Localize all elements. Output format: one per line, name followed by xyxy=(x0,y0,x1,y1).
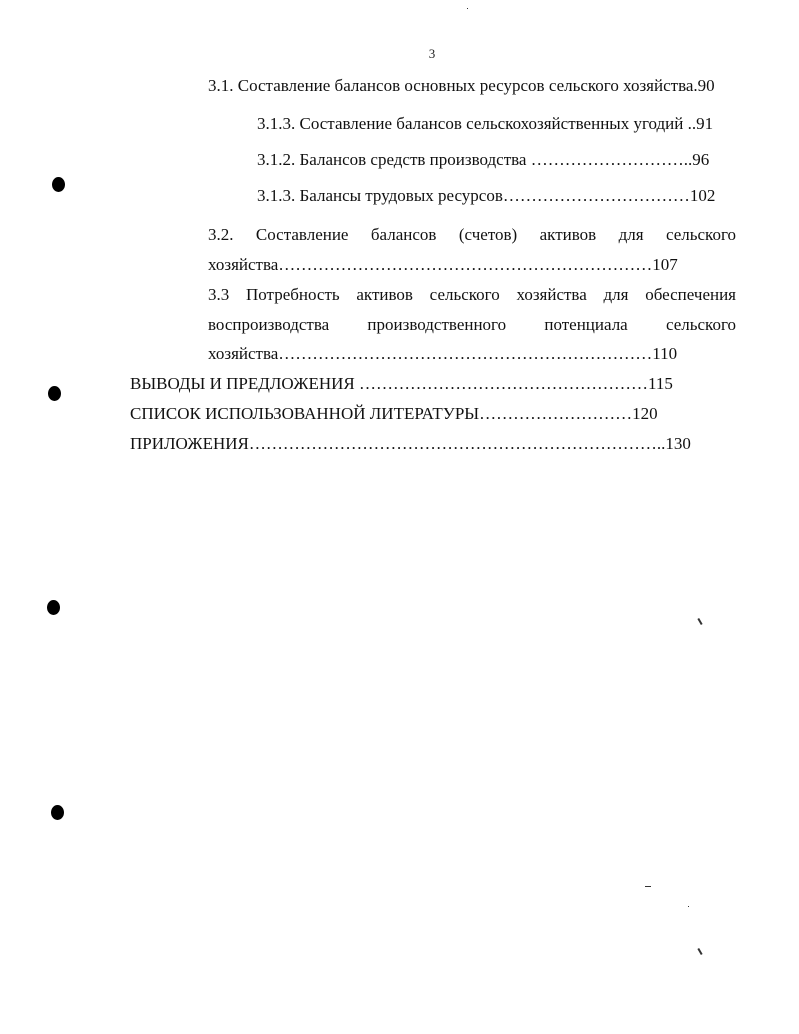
scan-speck-2 xyxy=(697,948,702,955)
toc-entry-references: СПИСОК ИСПОЛЬЗОВАННОЙ ЛИТЕРАТУРЫ………………………120 xyxy=(130,404,658,423)
scan-speck-1 xyxy=(697,618,702,625)
toc-entry-3-3-line3: хозяйства…………………………………………………………110 xyxy=(208,344,678,363)
scan-speck-3 xyxy=(645,886,651,887)
toc-entry-3-2-line2: хозяйства…………………………………………………………107 xyxy=(208,255,678,274)
toc-entry-3-1-3-lands: 3.1.3. Составление балансов сельскохозяйственных угодий ..91 xyxy=(257,114,714,133)
page-number: 3 xyxy=(428,46,436,61)
punch-hole-4 xyxy=(51,805,64,820)
toc-entry-3-1-2: 3.1.2. Балансов средств производства ………………………..96 xyxy=(257,150,710,169)
punch-hole-2 xyxy=(48,386,61,401)
scan-speck-5 xyxy=(688,906,689,907)
toc-entry-3-3-line1: 3.3 Потребность активов сельского хозяйства для обеспечения xyxy=(208,285,736,304)
scan-speck-4 xyxy=(467,8,468,9)
punch-hole-3 xyxy=(47,600,60,615)
punch-hole-1 xyxy=(52,177,65,192)
toc-entry-3-3-line2: воспроизводства производственного потенциала сельского xyxy=(208,315,736,334)
toc-entry-appendices: ПРИЛОЖЕНИЯ………………………………………………………………..130 xyxy=(130,434,691,453)
toc-entry-3-2-line1: 3.2. Составление балансов (счетов) активов для сельского xyxy=(208,225,736,244)
toc-entry-3-1: 3.1. Составление балансов основных ресурсов сельского хозяйства.90 xyxy=(208,76,715,95)
toc-entry-conclusions: ВЫВОДЫ И ПРЕДЛОЖЕНИЯ ……………………………………………115 xyxy=(130,374,673,393)
toc-entry-3-1-3-labor: 3.1.3. Балансы трудовых ресурсов……………………………102 xyxy=(257,186,716,205)
